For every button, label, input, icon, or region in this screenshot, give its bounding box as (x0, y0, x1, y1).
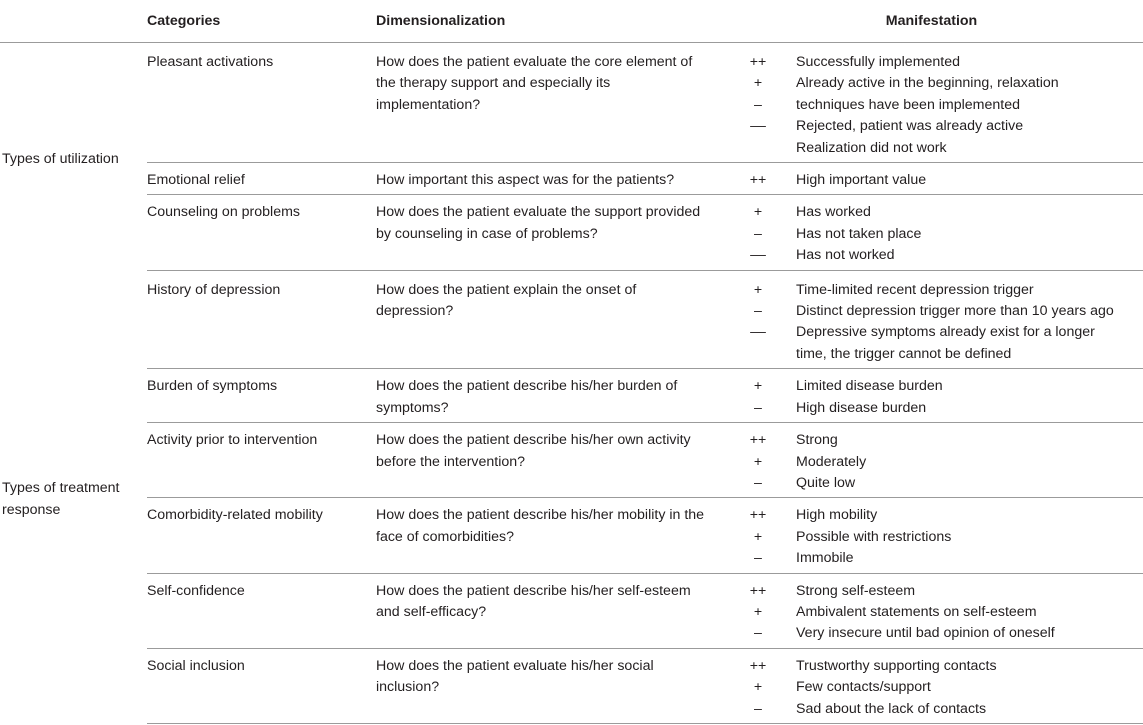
rating-symbol: – (754, 303, 762, 320)
category-cell: Burden of symptoms (147, 369, 376, 423)
manifestation-line: Ambivalent statements on self-esteem (796, 603, 1037, 620)
manifestation-line: Already active in the beginning, relaxation (796, 75, 1059, 92)
manifestation-line: Limited disease burden (796, 378, 943, 395)
symbol-cell (720, 195, 796, 270)
header-row (0, 0, 1143, 43)
manifestation-line: Depressive symptoms already exist for a longer (796, 324, 1095, 341)
rating-symbol: + (753, 378, 763, 395)
manifestation-line: Distinct depression trigger more than 10 years ago (796, 303, 1114, 320)
rating-symbol: – (754, 550, 762, 567)
manifestation-line: High mobility (796, 507, 878, 524)
group-label: Types of treatment response (2, 480, 120, 518)
symbol-cell (720, 163, 796, 195)
rating-symbol: + (753, 603, 763, 620)
manifestation-line: Possible with restrictions (796, 528, 952, 545)
dimensionalization-cell: How does the patient evaluate the core element of the therapy support and especially its implementation? (376, 43, 720, 163)
manifestation-cell (796, 423, 1143, 498)
manifestation-cell (796, 573, 1143, 648)
manifestation-cell (796, 43, 1143, 163)
table-row (0, 163, 1143, 195)
category-cell: Counseling on problems (147, 195, 376, 270)
rating-symbol: ++ (749, 432, 767, 449)
rating-symbol: ++ (749, 54, 767, 70)
dimensionalization-cell: How does the patient evaluate the support provided by counseling in case of problems? (376, 195, 720, 270)
manifestation-line: time, the trigger cannot be defined (796, 345, 1012, 362)
table-row (0, 498, 1143, 573)
category-cell: Social inclusion (147, 648, 376, 723)
symbol-cell (720, 498, 796, 573)
rating-symbol: ++ (749, 582, 767, 599)
header-manifestation: Manifestation (720, 0, 1143, 43)
dimensionalization-cell: How does the patient describe his/her self-esteem and self-efficacy? (376, 573, 720, 648)
table-row (0, 369, 1143, 423)
rating-symbol: ++ (749, 507, 767, 524)
manifestation-line: High disease burden (796, 399, 927, 416)
rating-symbol: –– (750, 324, 766, 341)
header-categories: Categories (147, 0, 376, 43)
rating-symbol: ++ (749, 172, 767, 189)
table-row (0, 573, 1143, 648)
manifestation-line: High important value (796, 172, 927, 189)
manifestation-line: Rejected, patient was already active (796, 118, 1024, 135)
manifestation-line: Immobile (796, 550, 854, 567)
rating-symbol: + (753, 679, 763, 696)
rating-symbol: ++ (749, 657, 767, 674)
category-cell: Pleasant activations (147, 43, 376, 163)
header-dimensionalization: Dimensionalization (376, 0, 720, 43)
manifestation-cell (796, 195, 1143, 270)
dimensionalization-cell: How does the patient evaluate his/her social inclusion? (376, 648, 720, 723)
dimensionalization-cell: How does the patient describe his/her burden of symptoms? (376, 369, 720, 423)
rating-symbol (720, 138, 796, 159)
manifestation-line: Time-limited recent depression trigger (796, 281, 1034, 298)
manifestation-line: techniques have been implemented (796, 96, 1021, 113)
table-row (0, 270, 1143, 369)
manifestation-line: Very insecure until bad opinion of oneself (796, 625, 1055, 642)
rating-symbol: – (754, 474, 762, 491)
symbol-cell (720, 648, 796, 723)
table-row (0, 43, 1143, 163)
rating-symbol: – (754, 96, 762, 113)
manifestation-cell (796, 498, 1143, 573)
manifestation-cell (796, 369, 1143, 423)
rating-symbol: – (754, 625, 762, 642)
category-cell: Emotional relief (147, 163, 376, 195)
dimensionalization-cell: How does the patient explain the onset of depression? (376, 270, 720, 369)
manifestation-cell (796, 163, 1143, 195)
rating-symbol: –– (750, 118, 766, 135)
category-cell: Comorbidity-related mobility (147, 498, 376, 573)
category-cell: History of depression (147, 270, 376, 369)
manifestation-line: Strong (796, 432, 838, 449)
rating-symbol (720, 344, 796, 365)
rating-symbol: – (754, 225, 762, 242)
manifestation-line: Quite low (796, 474, 856, 491)
rating-symbol: + (753, 528, 763, 545)
category-cell: Activity prior to intervention (147, 423, 376, 498)
table-row (0, 648, 1143, 723)
rating-symbol: –– (750, 247, 766, 264)
manifestation-line: Realization did not work (796, 139, 947, 156)
table-row (0, 195, 1143, 270)
manifestation-line: Trustworthy supporting contacts (796, 657, 997, 674)
manifestation-line: Has not taken place (796, 225, 922, 242)
manifestation-line: Strong self-esteem (796, 582, 916, 599)
symbol-cell (720, 423, 796, 498)
rating-symbol: – (754, 700, 762, 717)
rating-symbol: + (753, 453, 763, 470)
symbol-cell (720, 43, 796, 163)
manifestation-line: Moderately (796, 453, 867, 470)
rating-symbol: + (753, 75, 763, 92)
dimensionalization-cell: How does the patient describe his/her own activity before the intervention? (376, 423, 720, 498)
symbol-cell (720, 270, 796, 369)
header-empty (0, 0, 147, 43)
manifestation-cell (796, 270, 1143, 369)
symbol-cell (720, 369, 796, 423)
category-cell: Self-confidence (147, 573, 376, 648)
manifestation-line: Has worked (796, 204, 871, 221)
manifestation-line: Successfully implemented (796, 54, 961, 70)
manifestation-line: Sad about the lack of contacts (796, 700, 987, 717)
manifestation-line: Has not worked (796, 247, 895, 264)
dimensionalization-cell: How important this aspect was for the patients? (376, 163, 720, 195)
table-row (0, 423, 1143, 498)
group-label: Types of utilization (2, 150, 119, 167)
symbol-cell (720, 573, 796, 648)
manifestation-cell (796, 648, 1143, 723)
rating-symbol: – (754, 399, 762, 416)
table-body (0, 43, 1143, 724)
rating-symbol: + (753, 281, 763, 298)
rating-symbol: + (753, 204, 763, 221)
manifestation-line: Few contacts/support (796, 679, 931, 696)
dimensionalization-cell: How does the patient describe his/her mobility in the face of comorbidities? (376, 498, 720, 573)
